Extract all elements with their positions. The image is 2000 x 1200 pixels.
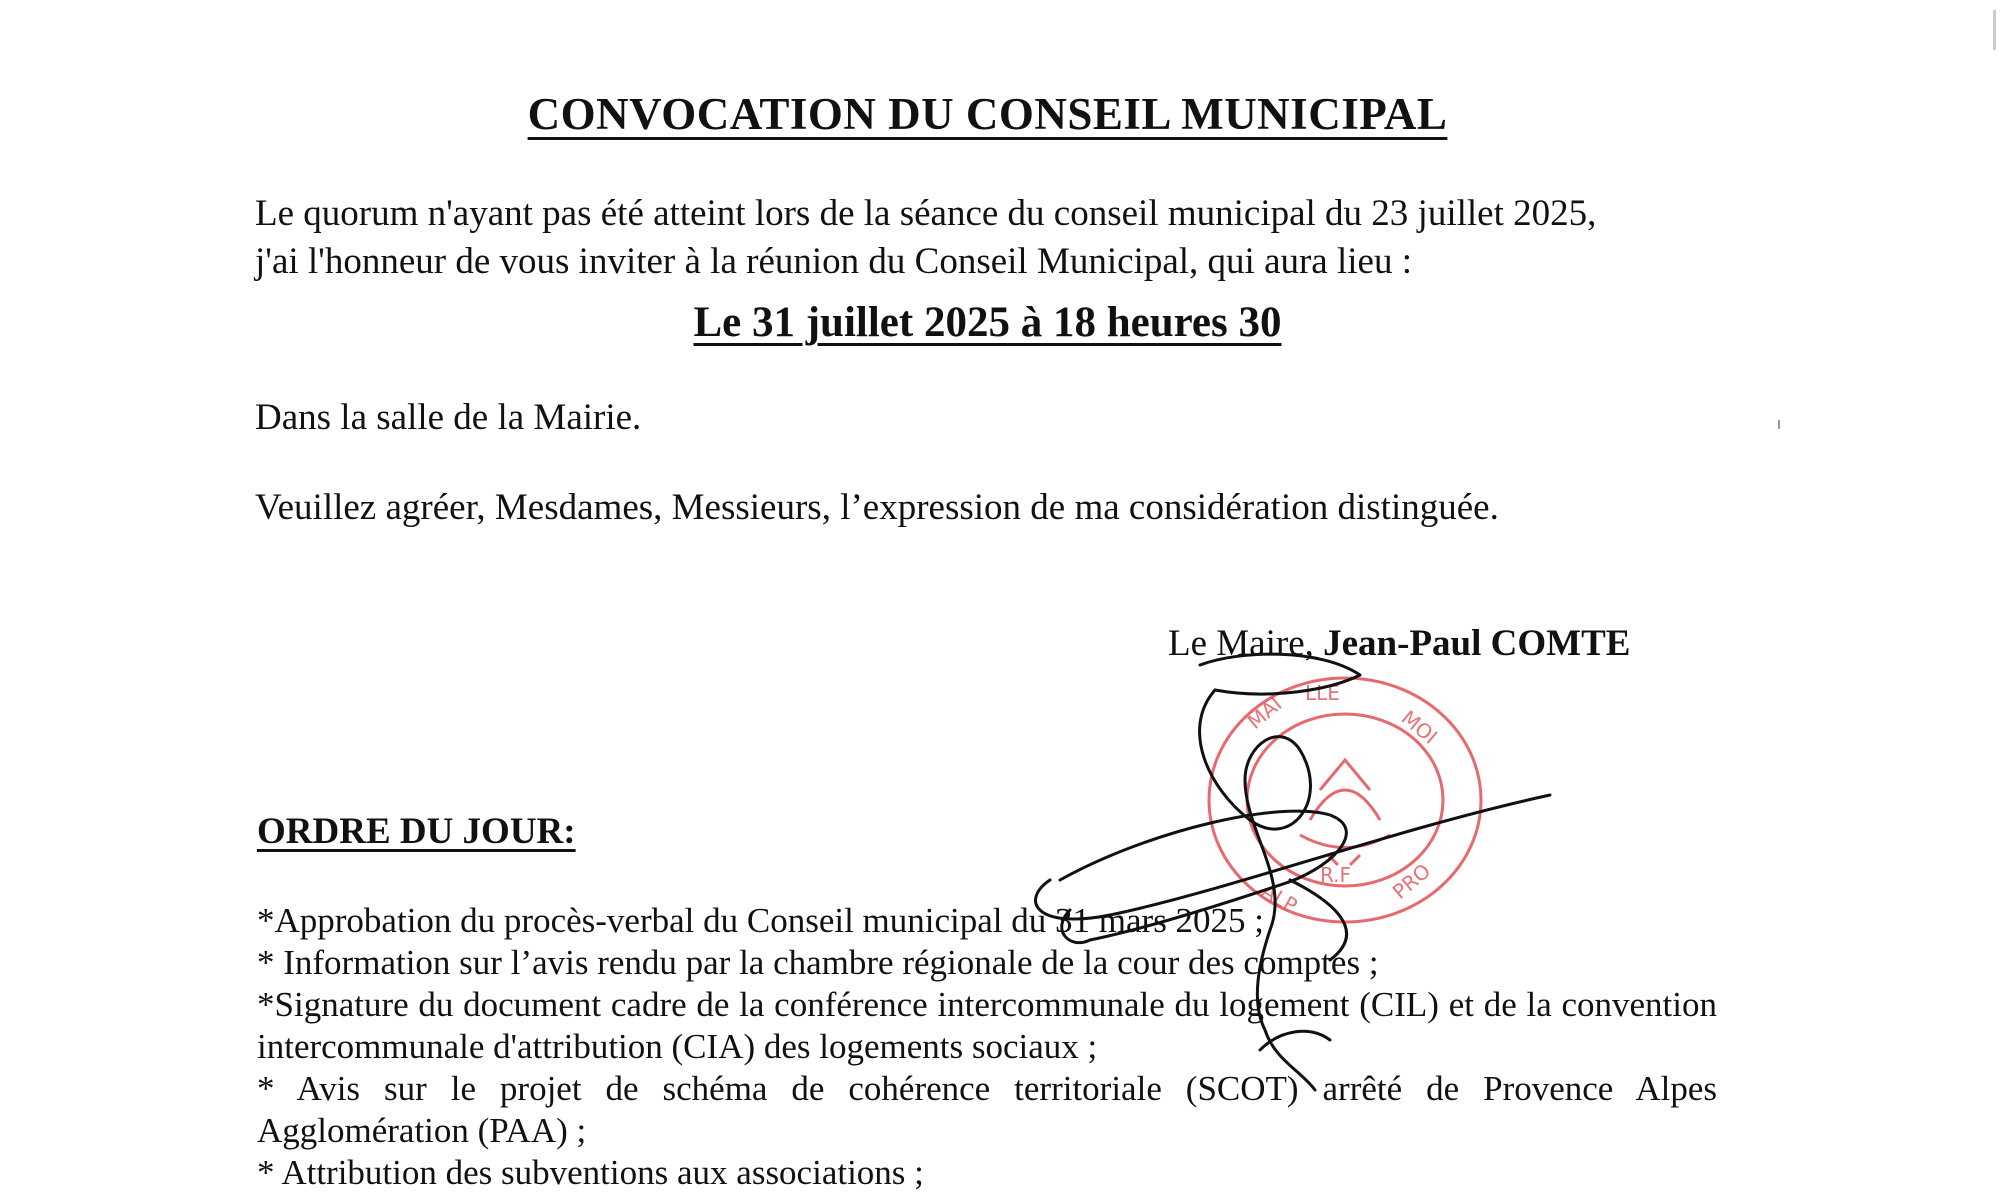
document-title: CONVOCATION DU CONSEIL MUNICIPAL bbox=[527, 89, 1448, 139]
agenda-item: * Information sur l’avis rendu par la chambre régionale de la cour des comptes ; bbox=[257, 943, 1379, 982]
agenda-item: *Signature du document cadre de la conférence intercommunale du logement (CIL) et de la convention intercommunale d'attribution (CIA) des logements sociaux ; bbox=[257, 985, 1717, 1066]
mairie-stamp bbox=[1200, 670, 1490, 930]
scan-edge bbox=[1993, 10, 1996, 50]
intro-line-1: Le quorum n'ayant pas été atteint lors de la séance du conseil municipal du 23 juillet 2025, bbox=[255, 193, 1597, 234]
agenda-list bbox=[257, 900, 1717, 1194]
signatory-name: Jean-Paul COMTE bbox=[1323, 623, 1631, 664]
svg-text:R.F: R.F bbox=[1320, 863, 1352, 887]
agenda-item: * Attribution des subventions aux associations ; bbox=[257, 1153, 924, 1192]
agenda-item: * Avis sur le projet de schéma de cohérence territoriale (SCOT) arrêté de Provence Alpes Agglomération (PAA) ; bbox=[257, 1069, 1717, 1150]
meeting-date: Le 31 juillet 2025 à 18 heures 30 bbox=[693, 299, 1282, 346]
svg-text:ALP: ALP bbox=[1257, 878, 1302, 918]
signatory-role: Le Maire, bbox=[1168, 623, 1314, 664]
svg-text:PRO: PRO bbox=[1387, 858, 1436, 904]
scan-speck bbox=[1778, 420, 1780, 429]
signatory bbox=[1168, 622, 1630, 665]
svg-text:MAI: MAI bbox=[1242, 691, 1287, 734]
agenda-heading: ORDRE DU JOUR: bbox=[257, 811, 576, 852]
agenda-item: *Approbation du procès-verbal du Conseil municipal du 31 mars 2025 ; bbox=[257, 901, 1265, 940]
svg-text:LLE: LLE bbox=[1305, 681, 1340, 705]
closing-formula: Veuillez agréer, Mesdames, Messieurs, l’expression de ma considération distinguée. bbox=[255, 487, 1499, 528]
meeting-location: Dans la salle de la Mairie. bbox=[255, 397, 642, 438]
intro-line-2: j'ai l'honneur de vous inviter à la réunion du Conseil Municipal, qui aura lieu : bbox=[255, 241, 1412, 282]
svg-text:MOI: MOI bbox=[1396, 705, 1443, 749]
